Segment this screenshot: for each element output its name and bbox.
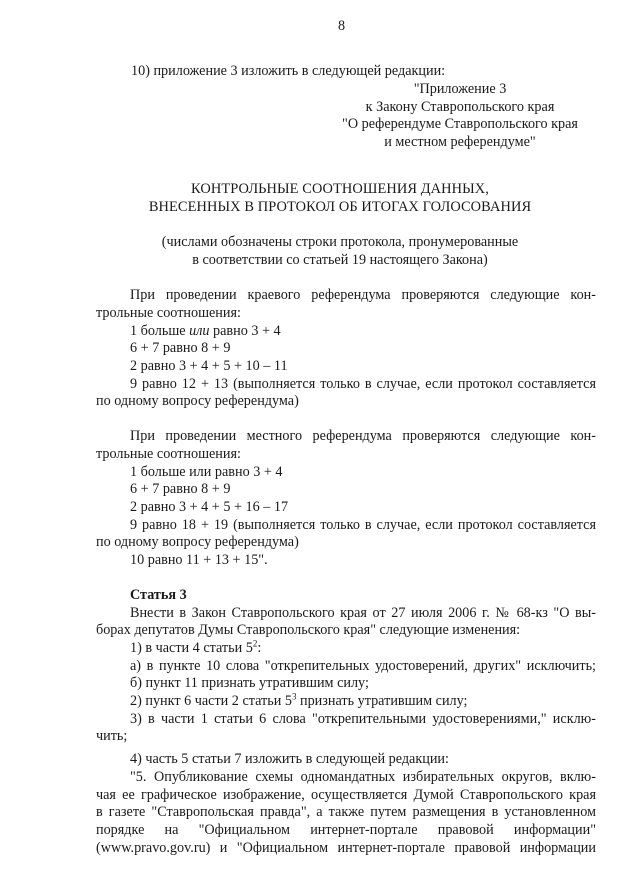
article-3-item-2	[130, 693, 467, 711]
local-ratio-1: 1 больше или равно 3 + 4	[130, 464, 283, 480]
subtitle-line-2: в соответствии со статьей 19 настоящего Закона)	[192, 252, 488, 268]
quote-line-5: (www.pravo.gov.ru) и "Официальном интернет-портале правовой информации	[96, 840, 596, 856]
quote-line-4: порядке на "Официальном интернет-портале правовой информации"	[96, 822, 596, 838]
regional-ratio-1-part-c: равно 3 + 4	[209, 323, 281, 339]
regional-ratio-2: 6 + 7 равно 8 + 9	[130, 340, 231, 356]
local-ratio-4: 9 равно 18 + 19 (выполняется только в случае, если протокол составляется	[130, 517, 596, 533]
article-3-item-1a: а) в пункте 10 слова "открепительных удостоверений, других" исключить;	[130, 658, 596, 674]
item-10: 10) приложение 3 изложить в следующей редакции:	[131, 63, 446, 79]
article-3-item-2-text: 2) пункт 6 части 2 статьи 5	[130, 693, 292, 709]
article-3-item-1b: б) пункт 11 признать утратившим силу;	[130, 675, 369, 691]
regional-intro-1: При проведении краевого референдума проверяются следующие кон-	[130, 287, 596, 303]
local-ratio-3: 2 равно 3 + 4 + 5 + 16 – 17	[130, 499, 289, 515]
article-3-item-1-colon: :	[257, 640, 262, 656]
article-3-item-2-sup: 3	[291, 691, 297, 702]
annex-line-3: "О референдуме Ставропольского края	[342, 116, 578, 132]
article-3-heading: Статья 3	[130, 587, 187, 603]
article-3-item-1-sup: 2	[252, 638, 258, 649]
article-3-para-1: Внести в Закон Ставропольского края от 27 июля 2006 г. № 68-кз "О вы-	[130, 605, 596, 621]
article-3-item-1	[130, 640, 261, 658]
article-3-item-3: 3) в части 1 статьи 6 слова "открепительными удостоверениями," исклю-	[130, 711, 596, 727]
regional-ratio-1-italic-or: или	[189, 323, 210, 339]
regional-ratio-1	[130, 323, 281, 341]
local-ratio-4-cont: по одному вопросу референдума)	[96, 534, 299, 550]
regional-intro-2: трольные соотношения:	[96, 305, 241, 321]
article-3-item-3-cont: чить;	[96, 728, 128, 744]
regional-ratio-4-cont: по одному вопросу референдума)	[96, 393, 299, 409]
annex-line-1: "Приложение 3	[413, 81, 507, 97]
article-3-para-1-cont: борах депутатов Думы Ставропольского края" следующие изменения:	[96, 622, 521, 638]
article-3-item-1-text: 1) в части 4 статьи 5	[130, 640, 253, 656]
local-intro-2: трольные соотношения:	[96, 446, 241, 462]
annex-line-4: и местном референдуме"	[384, 134, 536, 150]
title-line-1: КОНТРОЛЬНЫЕ СООТНОШЕНИЯ ДАННЫХ,	[191, 181, 489, 197]
article-3-item-4: 4) часть 5 статьи 7 изложить в следующей редакции:	[130, 751, 449, 767]
subtitle-line-1: (числами обозначены строки протокола, пронумерованные	[161, 234, 519, 250]
local-ratio-2: 6 + 7 равно 8 + 9	[130, 481, 231, 497]
quote-line-1: "5. Опубликование схемы одномандатных избирательных округов, вклю-	[130, 769, 596, 785]
title-line-2: ВНЕСЕННЫХ В ПРОТОКОЛ ОБ ИТОГАХ ГОЛОСОВАНИЯ	[148, 199, 532, 215]
article-3-item-2-rest: признать утратившим силу;	[296, 693, 468, 709]
regional-ratio-4: 9 равно 12 + 13 (выполняется только в случае, если протокол составляется	[130, 376, 596, 392]
page-number: 8	[338, 18, 346, 34]
local-intro-1: При проведении местного референдума проверяются следующие кон-	[130, 428, 596, 444]
regional-ratio-3: 2 равно 3 + 4 + 5 + 10 – 11	[130, 358, 288, 374]
quote-line-3: в газете "Ставропольская правда", а также путем размещения в установленном	[96, 804, 596, 820]
regional-ratio-1-part-a: 1 больше	[130, 323, 190, 339]
annex-line-2: к Закону Ставропольского края	[365, 99, 555, 115]
quote-line-2: чая ее графическое изображение, осуществляется Думой Ставропольского края	[96, 787, 596, 803]
local-ratio-5: 10 равно 11 + 13 + 15".	[130, 552, 268, 568]
